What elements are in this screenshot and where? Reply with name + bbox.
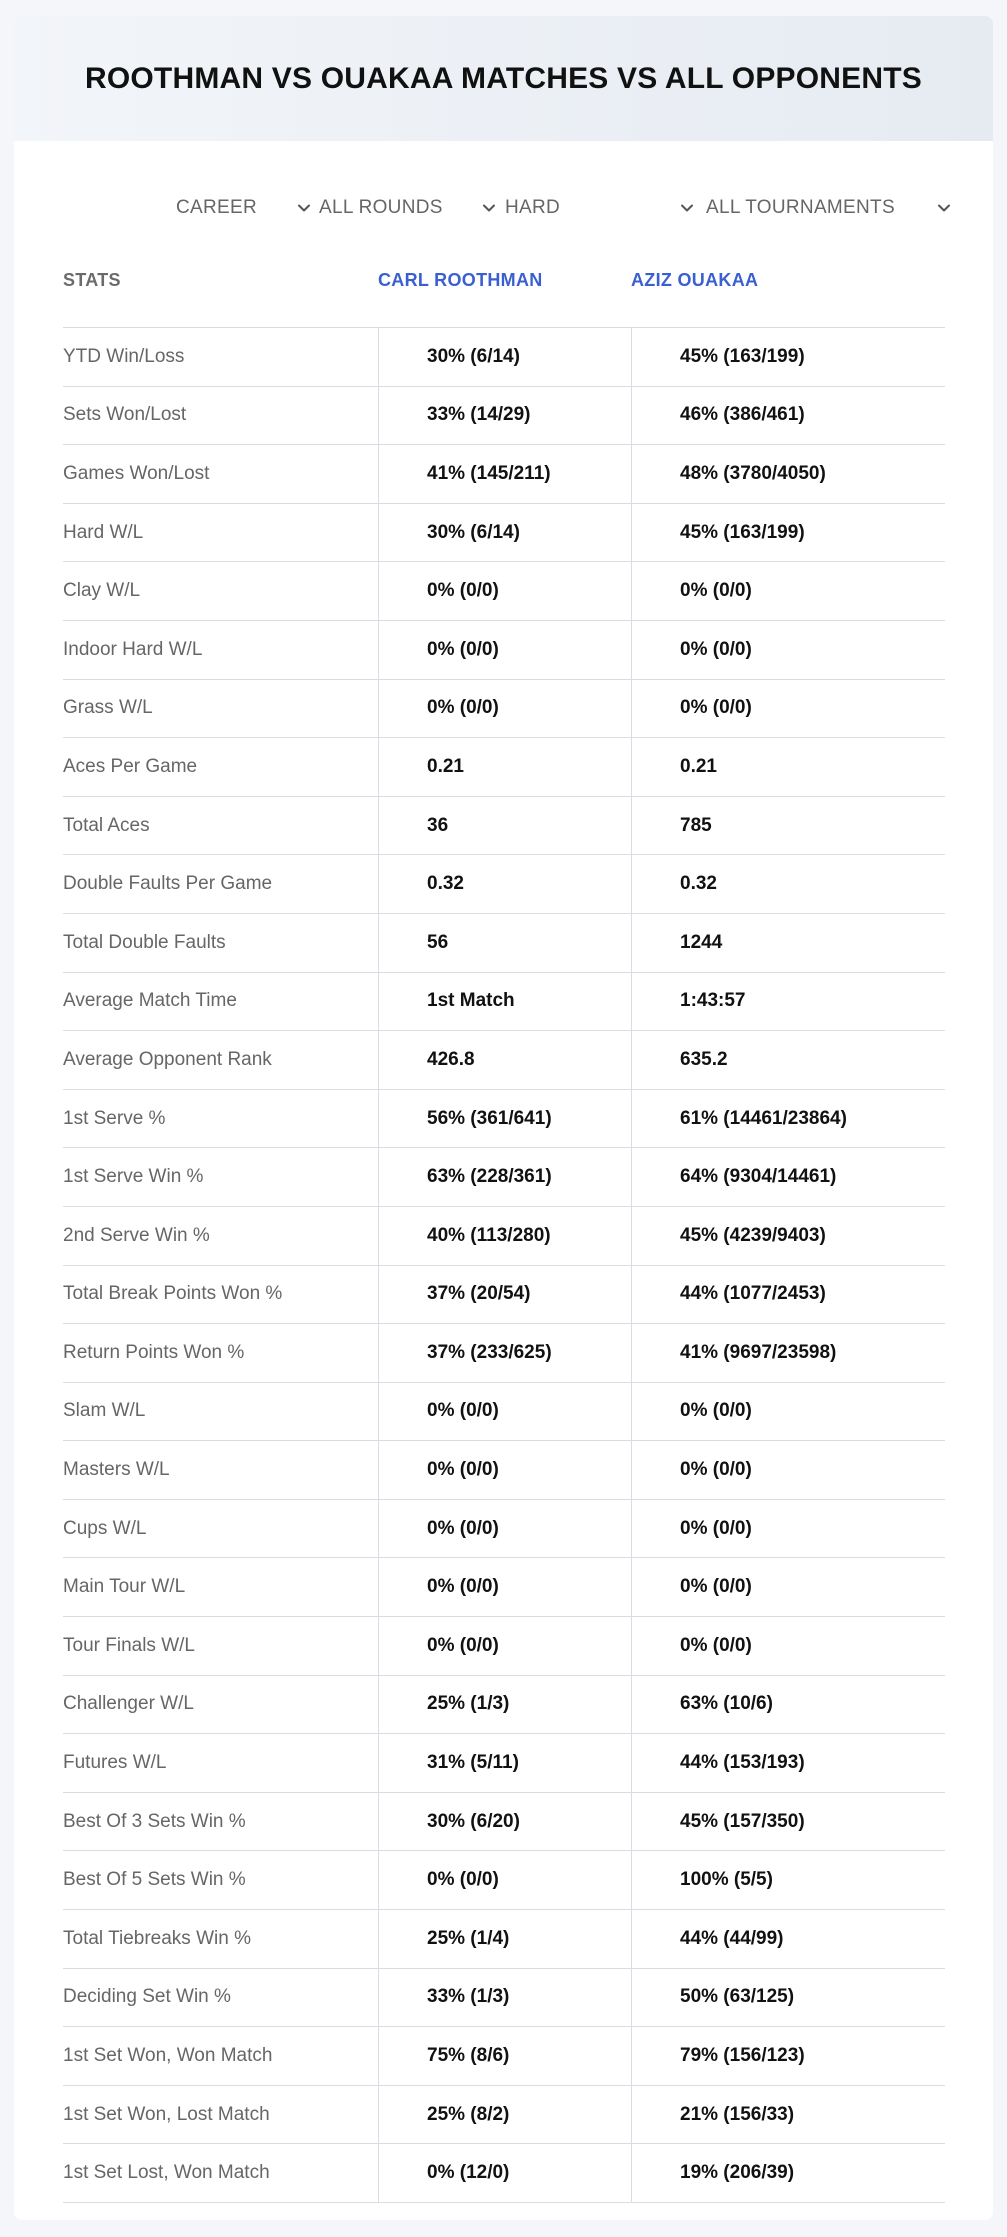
table-row <box>63 680 945 739</box>
stat-label: Main Tour W/L <box>63 1576 186 1598</box>
player2-value: 50% (63/125) <box>631 1969 945 2027</box>
player1-value: 56 <box>378 914 631 972</box>
table-row <box>63 562 945 621</box>
player1-value: 0% (0/0) <box>378 1500 631 1558</box>
stats-table <box>63 254 945 2203</box>
table-row <box>63 1207 945 1266</box>
player1-value: 37% (20/54) <box>378 1266 631 1324</box>
stat-label: YTD Win/Loss <box>63 345 185 367</box>
table-row <box>63 504 945 563</box>
stat-label: Games Won/Lost <box>63 462 210 484</box>
table-body <box>63 328 945 2203</box>
period-select[interactable] <box>176 188 316 228</box>
stat-label: Total Aces <box>63 814 150 836</box>
filter-bar <box>14 188 993 228</box>
stat-label: Double Faults Per Game <box>63 873 273 895</box>
player1-value: 36 <box>378 797 631 855</box>
table-row <box>63 914 945 973</box>
surface-select[interactable] <box>505 188 695 228</box>
player2-value: 0% (0/0) <box>631 1617 945 1675</box>
player1-value: 0% (0/0) <box>378 1617 631 1675</box>
stat-label: Hard W/L <box>63 521 144 543</box>
player1-value: 63% (228/361) <box>378 1148 631 1206</box>
player1-value: 25% (1/4) <box>378 1910 631 1968</box>
table-row <box>63 2086 945 2145</box>
table-row <box>63 1676 945 1735</box>
player2-value: 100% (5/5) <box>631 1851 945 1909</box>
stat-label: Cups W/L <box>63 1517 147 1539</box>
stat-label: 1st Set Lost, Won Match <box>63 2162 270 2184</box>
player2-value: 0% (0/0) <box>631 1441 945 1499</box>
player2-value: 44% (44/99) <box>631 1910 945 1968</box>
table-row <box>63 445 945 504</box>
player2-value: 45% (163/199) <box>631 504 945 562</box>
stat-label: Aces Per Game <box>63 755 198 777</box>
table-row <box>63 1324 945 1383</box>
player2-value: 79% (156/123) <box>631 2027 945 2085</box>
player1-value: 0% (0/0) <box>378 1851 631 1909</box>
player1-value: 0% (0/0) <box>378 1441 631 1499</box>
player2-value: 45% (4239/9403) <box>631 1207 945 1265</box>
player2-value: 44% (1077/2453) <box>631 1266 945 1324</box>
player1-column-header[interactable]: CARL ROOTHMAN <box>378 270 543 290</box>
table-row <box>63 1383 945 1442</box>
table-row <box>63 1910 945 1969</box>
player2-value: 0% (0/0) <box>631 1383 945 1441</box>
table-row <box>63 1441 945 1500</box>
player2-value: 45% (163/199) <box>631 328 945 386</box>
stat-label: Total Break Points Won % <box>63 1283 283 1305</box>
table-row <box>63 387 945 446</box>
chevron-down-icon <box>296 200 312 216</box>
player1-value: 30% (6/20) <box>378 1793 631 1851</box>
stat-label: Challenger W/L <box>63 1693 194 1715</box>
round-select-value: ALL ROUNDS <box>319 197 443 218</box>
page-title: ROOTHMAN VS OUAKAA MATCHES VS ALL OPPONENTS <box>85 61 922 95</box>
player1-value: 0.21 <box>378 738 631 796</box>
surface-select-value: HARD <box>505 197 561 218</box>
table-row <box>63 973 945 1032</box>
player2-value: 64% (9304/14461) <box>631 1148 945 1206</box>
table-row <box>63 1148 945 1207</box>
chevron-down-icon <box>481 200 497 216</box>
player1-value: 40% (113/280) <box>378 1207 631 1265</box>
player2-value: 63% (10/6) <box>631 1676 945 1734</box>
player1-value: 426.8 <box>378 1031 631 1089</box>
player2-value: 0% (0/0) <box>631 1558 945 1616</box>
stat-label: Masters W/L <box>63 1459 170 1481</box>
stat-label: Best Of 3 Sets Win % <box>63 1810 246 1832</box>
stat-label: Deciding Set Win % <box>63 1986 231 2008</box>
player2-value: 61% (14461/23864) <box>631 1090 945 1148</box>
round-select[interactable] <box>319 188 499 228</box>
stat-label: 1st Serve % <box>63 1107 166 1129</box>
tournament-select[interactable] <box>706 188 960 228</box>
table-row <box>63 1734 945 1793</box>
player2-value: 1:43:57 <box>631 973 945 1031</box>
player2-value: 635.2 <box>631 1031 945 1089</box>
table-row <box>63 328 945 387</box>
stat-label: Average Opponent Rank <box>63 1048 272 1070</box>
player1-value: 33% (1/3) <box>378 1969 631 2027</box>
player2-value: 1244 <box>631 914 945 972</box>
player2-value: 0.32 <box>631 855 945 913</box>
table-row <box>63 1558 945 1617</box>
table-row <box>63 1969 945 2028</box>
stat-label: 1st Set Won, Lost Match <box>63 2103 270 2125</box>
table-row <box>63 738 945 797</box>
player1-value: 0% (0/0) <box>378 1383 631 1441</box>
stat-label: Sets Won/Lost <box>63 404 187 426</box>
player2-value: 0% (0/0) <box>631 621 945 679</box>
player2-value: 44% (153/193) <box>631 1734 945 1792</box>
player2-value: 45% (157/350) <box>631 1793 945 1851</box>
stat-label: Grass W/L <box>63 697 153 719</box>
player2-value: 46% (386/461) <box>631 387 945 445</box>
table-row <box>63 1851 945 1910</box>
table-row <box>63 1090 945 1149</box>
player1-value: 25% (1/3) <box>378 1676 631 1734</box>
player2-column-header[interactable]: AZIZ OUAKAA <box>631 270 759 290</box>
table-row <box>63 1793 945 1852</box>
player2-value: 785 <box>631 797 945 855</box>
stat-label: Best Of 5 Sets Win % <box>63 1869 246 1891</box>
player1-value: 25% (8/2) <box>378 2086 631 2144</box>
stat-label: 1st Set Won, Won Match <box>63 2045 273 2067</box>
chevron-down-icon <box>679 200 695 216</box>
player1-value: 0% (0/0) <box>378 680 631 738</box>
stat-label: 2nd Serve Win % <box>63 1224 210 1246</box>
player1-value: 75% (8/6) <box>378 2027 631 2085</box>
player2-value: 0.21 <box>631 738 945 796</box>
player1-value: 33% (14/29) <box>378 387 631 445</box>
player1-value: 0% (0/0) <box>378 562 631 620</box>
stat-label: Indoor Hard W/L <box>63 638 203 660</box>
player2-value: 19% (206/39) <box>631 2144 945 2202</box>
player1-value: 41% (145/211) <box>378 445 631 503</box>
table-row <box>63 797 945 856</box>
stat-label: Clay W/L <box>63 580 141 602</box>
player1-value: 56% (361/641) <box>378 1090 631 1148</box>
stat-label: Futures W/L <box>63 1752 167 1774</box>
player1-value: 30% (6/14) <box>378 504 631 562</box>
table-row <box>63 855 945 914</box>
player1-value: 0% (0/0) <box>378 621 631 679</box>
stat-label: Total Double Faults <box>63 931 226 953</box>
player2-value: 41% (9697/23598) <box>631 1324 945 1382</box>
player1-value: 0% (12/0) <box>378 2144 631 2202</box>
player2-value: 0% (0/0) <box>631 1500 945 1558</box>
table-row <box>63 2027 945 2086</box>
player2-value: 21% (156/33) <box>631 2086 945 2144</box>
period-select-value: CAREER <box>176 197 257 218</box>
table-header <box>63 254 945 328</box>
card-header <box>14 16 993 141</box>
stat-label: Total Tiebreaks Win % <box>63 1927 251 1949</box>
player2-value: 48% (3780/4050) <box>631 445 945 503</box>
stat-label: Return Points Won % <box>63 1341 245 1363</box>
table-row <box>63 2144 945 2203</box>
stats-column-header: STATS <box>63 270 121 290</box>
stat-label: Slam W/L <box>63 1400 146 1422</box>
table-row <box>63 621 945 680</box>
stat-label: Tour Finals W/L <box>63 1634 195 1656</box>
table-row <box>63 1031 945 1090</box>
player1-value: 31% (5/11) <box>378 1734 631 1792</box>
stat-label: Average Match Time <box>63 990 237 1012</box>
table-row <box>63 1266 945 1325</box>
chevron-down-icon <box>936 200 952 216</box>
stat-label: 1st Serve Win % <box>63 1166 204 1188</box>
player2-value: 0% (0/0) <box>631 680 945 738</box>
player2-value: 0% (0/0) <box>631 562 945 620</box>
table-row <box>63 1617 945 1676</box>
player1-value: 0.32 <box>378 855 631 913</box>
player1-value: 0% (0/0) <box>378 1558 631 1616</box>
table-row <box>63 1500 945 1559</box>
player1-value: 30% (6/14) <box>378 328 631 386</box>
tournament-select-value: ALL TOURNAMENTS <box>706 197 895 218</box>
player1-value: 1st Match <box>378 973 631 1031</box>
stats-card <box>14 16 993 2220</box>
player1-value: 37% (233/625) <box>378 1324 631 1382</box>
